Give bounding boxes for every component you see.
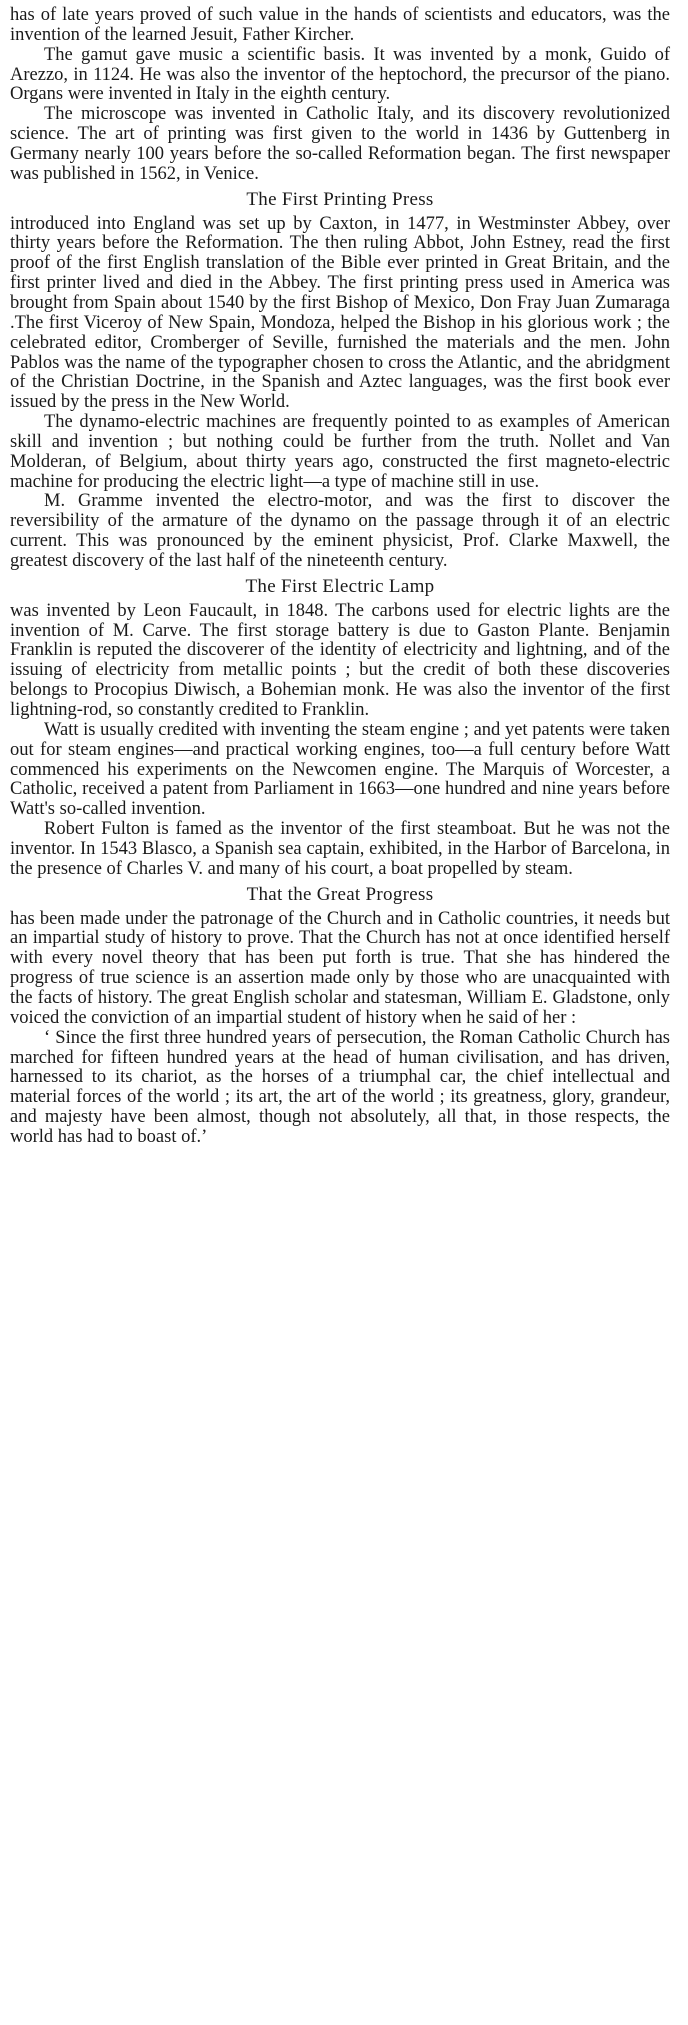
paragraph-kircher: has of late years proved of such value in the hands of scientists and educators, was the invention of the learned Jesuit, Father Kircher. [10, 5, 670, 45]
paragraph-microscope: The microscope was invented in Catholic Italy, and its discovery revolutionized science. The art of printing was first given to the world in 1436 by Guttenberg in Germany nearly 100 years before the so-called Reformation began. The first newspaper was published in 1562, in Venice. [10, 104, 670, 184]
paragraph-watt: Watt is usually credited with inventing the steam engine ; and yet patents were taken out for steam engines—and practical working engines, too—a full century before Watt commenced his experiments on the Newcomen engine. The Marquis of Worcester, a Catholic, received a patent from Parliament in 1663—one hundred and nine years before Watt's so-called invention. [10, 719, 670, 820]
paragraph-gladstone-quote: ‘ Since the first three hundred years of persecution, the Roman Catholic Church has marched for fifteen hundred years at the head of human civilisation, and has driven, harnessed to its chariot, as the horses of a triumphal car, the chief intellectual and material forces of the world ; its art, the art of the world ; its greatness, glory, grandeur, and majesty have been almost, though not absolutely, all that, in those respects, the world has had to boast of.’ [10, 1027, 670, 1147]
paragraph-printing-press: introduced into England was set up by Caxton, in 1477, in Westminster Abbey, over thirty years before the Reformation. The then ruling Abbot, John Estney, read the first proof of the first English translation of the Bible ever printed in Great Britain, and the first printer lived and died in the Abbey. The first printing press used in America was brought from Spain about 1540 by the first Bishop of Mexico, Don Fray Juan Zumaraga .The first Viceroy of New Spain, Mondoza, helped the Bishop in his glorious work ; the celebrated editor, Cromberger of Seville, furnished the materials and the men. John Pablos was the name of the typographer chosen to cross the Atlantic, and the abridgment of the Christian Doctrine, in the Spanish and Aztec languages, was the first book ever issued by the press in the New World. [10, 213, 670, 413]
section-heading-great-progress: That the Great Progress [246, 883, 434, 905]
article-column [10, 6, 670, 1148]
section-heading-printing-press: The First Printing Press [246, 188, 434, 210]
paragraph-dynamo: The dynamo-electric machines are frequently pointed to as examples of American skill and invention ; but nothing could be further from the truth. Nollet and Van Molderan, of Belgium, about thirty years ago, constructed the first magneto-electric machine for producing the electric light—a type of machine still in use. [10, 412, 670, 492]
paragraph-gramme: M. Gramme invented the electro-motor, and was the first to discover the reversibility of the armature of the dynamo on the passage through it of an electric current. This was pronounced by the eminent physicist, Prof. Clarke Maxwell, the greatest discovery of the last half of the nineteenth century. [10, 491, 670, 571]
paragraph-fulton: Robert Fulton is famed as the inventor of the first steamboat. But he was not the inventor. In 1543 Blasco, a Spanish sea captain, exhibited, in the Harbor of Barcelona, in the presence of Charles V. and many of his court, a boat propelled by steam. [10, 819, 670, 879]
paragraph-gamut: The gamut gave music a scientific basis. It was invented by a monk, Guido of Arezzo, in 1124. He was also the inventor of the heptochord, the precursor of the piano. Organs were invented in Italy in the eighth century. [10, 44, 670, 105]
paragraph-electric-lamp: was invented by Leon Faucault, in 1848. The carbons used for electric lights are the invention of M. Carve. The first storage battery is due to Gaston Plante. Benjamin Franklin is reputed the discoverer of the identity of electricity and lightning, and of the issuing of electricity from metallic points ; but the credit of both these discoveries belongs to Procopius Diwisch, a Bohemian monk. He was also the inventor of the first lightning-rod, so constantly credited to Franklin. [10, 600, 670, 720]
paragraph-great-progress: has been made under the patronage of the Church and in Catholic countries, it needs but an impartial study of history to prove. That the Church has not at once identified herself with every novel theory that has been put forth is true. That she has hindered the progress of true science is an assertion made only by those who are unacquainted with the facts of history. The great English scholar and statesman, William E. Gladstone, only voiced the conviction of an impartial student of history when he said of her : [10, 908, 670, 1028]
section-heading-electric-lamp: The First Electric Lamp [245, 575, 435, 597]
